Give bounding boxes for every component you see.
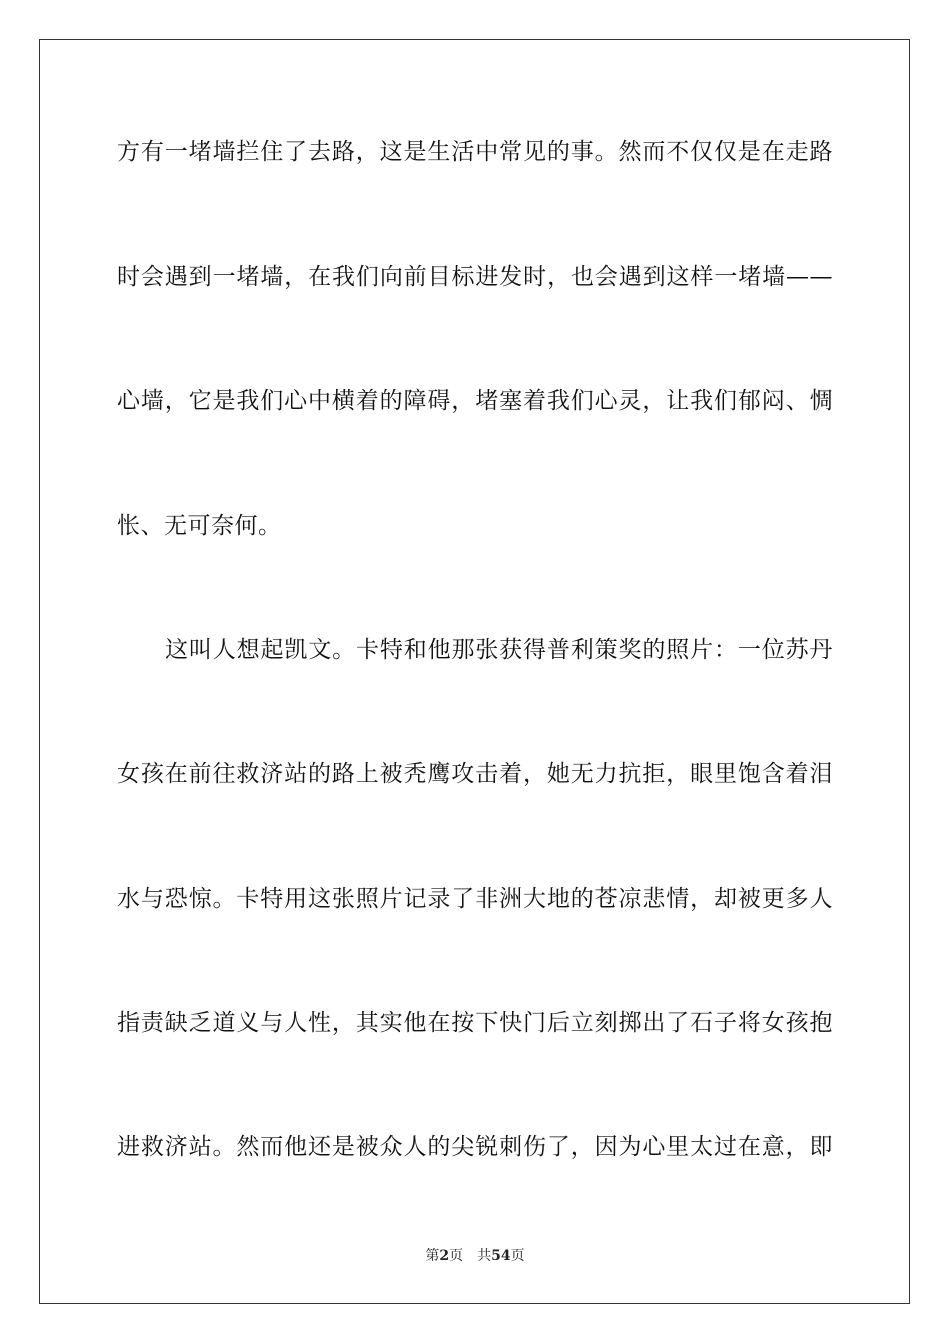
page-label-prefix: 第	[425, 1248, 440, 1264]
text-line-2: 时会遇到一堵墙，在我们向前目标进发时，也会遇到这样一堵墙——	[117, 264, 833, 290]
page-label-suffix: 页	[449, 1248, 464, 1264]
text-line-9: 进救济站。然而他还是被众人的尖锐刺伤了，因为心里太过在意，即	[117, 1134, 833, 1160]
page-border	[39, 39, 910, 1304]
text-line-4: 怅、无可奈何。	[117, 513, 282, 539]
total-label-suffix: 页	[510, 1248, 525, 1264]
page-number: 2	[439, 1248, 450, 1264]
paragraph-start-line: 这叫人想起凯文。卡特和他那张获得普利策奖的照片：一位苏丹	[165, 637, 833, 663]
text-line-8: 指责缺乏道义与人性，其实他在按下快门后立刻掷出了石子将女孩抱	[117, 1010, 833, 1036]
total-pages: 54	[491, 1248, 511, 1264]
text-line-7: 水与恐惊。卡特用这张照片记录了非洲大地的苍凉悲情，却被更多人	[117, 886, 833, 912]
text-line-1: 方有一堵墙拦住了去路，这是生活中常见的事。然而不仅仅是在走路	[117, 139, 833, 165]
text-line-6: 女孩在前往救济站的路上被秃鹰攻击着，她无力抗拒，眼里饱含着泪	[117, 761, 833, 787]
total-label-prefix: 共	[477, 1248, 492, 1264]
page-footer	[0, 1247, 950, 1265]
text-line-3: 心墙，它是我们心中横着的障碍，堵塞着我们心灵，让我们郁闷、惆	[117, 388, 833, 414]
